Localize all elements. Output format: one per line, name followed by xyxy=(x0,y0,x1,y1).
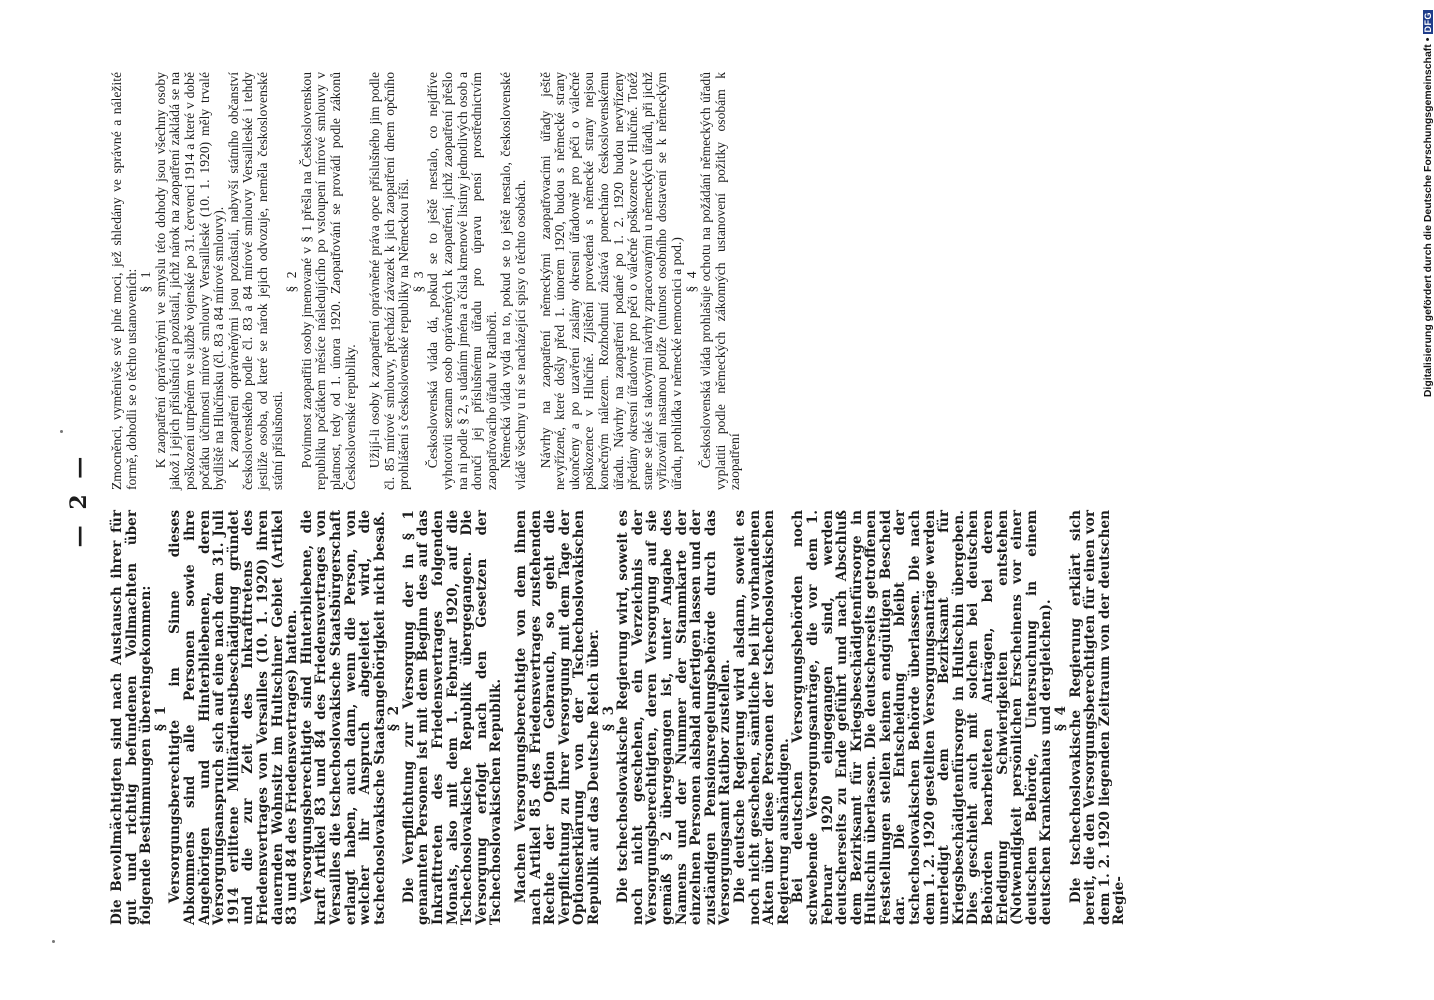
czech-section-1-title: § 1 xyxy=(138,269,154,293)
german-section-2-paragraph: Machen Versorgungsberechtigte von dem ihnen nach Artikel 85 des Friedensvertrages zustehenden Rechte der Option Gebrauch, so geht die Verpflichtung zu ihrer Versorgung mit dem Tage der Optionserklärung von der Tschechoslovakischen Republik auf das Deutsche Reich über. xyxy=(513,510,602,925)
german-section-1-paragraph: Versorgungsberechtigte im Sinne dieses Abkommens sind alle Personen sowie ihre Angehörigen und Hinterbliebenen, deren Versorgungsanspruch sich auf eine nach dem 31. Juli 1914 erlittene Militärdienstbeschädigung gründet und die zur Zeit des Inkrafttretens des Friedensvertrages von Versailles (10. 1. 1920) ihren dauernden Wohnsitz im Hultschiner Gebiet (Artikel 83 und 84 des Friedensvertrages) hatten. xyxy=(167,510,301,925)
czech-section-4-paragraph: Československá vláda prohlašuje ochotu na požádání německých úřadů vyplatiti podle německých zákonných ustanovení požitky osobám k zaopatření xyxy=(698,72,743,490)
czech-section-3-paragraph: Návrhy na zaopatření německými zaopatřovacími úřady ještě nevyřízené, které došly před 1. únorem 1920, budou s německé strany ukončeny a po uzavření zaslány okresní úřadovně pro péči o válečné poškozence v Hlučíně. Zjištění provedená s německé strany nejsou konečným nálezem. Rozhodnutí zůstává ponecháno československému úřadu. Návrhy na zaopatření podané po 1. 2. 1920 budou nevyřízeny předány okresní úřadovně pro péči o válečné poškozence v Hlučíně. Totéž stane se také s takovými návrhy zpracovanými u německých úřadů, při jichž vyřizování nastanou potíže (nutnost osobního dostavení se k německým úřadu, prohlídka v německé nemocnici a pod.) xyxy=(537,72,684,490)
german-section-3-title: § 3 xyxy=(600,703,617,732)
czech-section-2-title: § 2 xyxy=(284,269,300,293)
czech-intro: Zmocněnci, vyměnivše své plné moci, jež shledány ve správné a náležité formě, dohodli se o těchto ustanoveních: xyxy=(109,72,139,490)
german-column xyxy=(110,510,1127,925)
czech-section-1-paragraph: K zaopatření oprávněnými ve smyslu této dohody jsou všechny osoby jakož i jejich příslušníci a pozůstalí, jichž nárok na zaopatření zakládá se na poškození utrpěném ve službě vojenské po 31. červenci 1914 a které v době počátku účinnosti mírové smlouvy Versailleské (10. 1. 1920) měly trvalé bydliště na Hlučínsku (čl. 83 a 84 mírové smlouvy). xyxy=(152,72,227,490)
page-number-header: — 2 — xyxy=(66,452,92,548)
czech-section-3-paragraph: Československá vláda dá, pokud se to ještě nestalo, co nejdříve vyhotoviti seznam osob oprávněných k zaopatření, jichž zaopatření přešlo na ni podle § 2, s udáním jména a čísla kmenové listiny jednotlivých osob a doručí jej příslušnému úřadu pro úpravu pensí prostřednictvím zaopatřovacího úřadu v Ratiboři. xyxy=(425,72,499,490)
german-section-2-paragraph: Die Verpflichtung zur Versorgung der in § 1 genannten Personen ist mit dem Beginn des auf das Inkrafttreten des Friedensvertrages folgenden Monats, also mit dem 1. Februar 1920, auf die Tschechoslovakische Republik übergegangen. Die Versorgung erfolgt nach den Gesetzen der Tschechoslovakischen Republik. xyxy=(400,510,505,925)
german-section-3-paragraph: Die tschechoslovakische Regierung wird, soweit es noch nicht geschehen, ein Verzeichnis der Versorgungsberechtigten, deren Versorgung auf sie gemäß § 2 übergegangen ist, unter Angabe des Namens und der Nummer der Stammkarte der einzelnen Personen alsbald anfertigen lassen und der zuständigen Pensionsregelungsbehörde durch das Versorgungsamt Ratibor zustellen. xyxy=(615,510,734,925)
german-section-4-title: § 4 xyxy=(1053,703,1069,732)
czech-section-3-paragraph: Německá vláda vydá na to, pokud se to ještě nestalo, československé vládě všechny u ní se nacházející spisy o těchto osobách. xyxy=(498,72,529,490)
german-section-1-paragraph: Versorgungsberechtigte sind Hinterbliebene, die kraft Artikel 83 und 84 des Friedensvertrages von Versailles die tschechoslovakische Staatsbürgerschaft erlangt haben, auch dann, wenn die Person, von welcher ihr Anspruch abgeleitet wird, die tschechoslovakische Staatsangehörigkeit nicht besaß. xyxy=(298,510,388,925)
czech-section-4-title: § 4 xyxy=(683,269,699,293)
german-section-2-title: § 2 xyxy=(386,703,403,732)
czech-section-2-paragraph: Užijí-li osoby k zaopatření oprávněné práva opce příslušného jim podle čl. 85 mírové smlouvy, přechází závazek k jich zaopatření dnem opčního prohlášení s československé republiky na Německou říši. xyxy=(367,72,412,490)
scan-speck xyxy=(52,940,55,943)
czech-section-2-paragraph: Povinnost zaopatřiti osoby jmenované v § 1 přešla na Československou republiku počátkem měsíce následujícího po vstoupení mírové smlouvy v platnost, tedy od 1. února 1920. Zaopatřování se provádí podle zákonů Československé republiky. xyxy=(298,72,358,490)
german-intro: Die Bevollmächtigten sind nach Austausch ihrer für gut und richtig befundenen Vollmachten über folgende Bestimmungen übereingekommen: xyxy=(109,510,155,925)
czech-column xyxy=(110,72,743,490)
watermark-text: Digitalisierung gefördert durch die Deutsche Forschungsgemeinschaft xyxy=(1422,44,1434,398)
scan-speck xyxy=(60,430,63,433)
dfg-logo: DFG xyxy=(1423,12,1433,33)
czech-section-3-title: § 3 xyxy=(410,269,426,293)
german-section-3-paragraph: Bei deutschen Versorgungsbehörden noch schwebende Versorgungsanträge, die vor dem 1. Februar 1920 eingegangen sind, werden deutscherseits zu Ende geführt und nach Abschluß dem Bezirksamt für Kriegsbeschädigtenfürsorge in Hultschin überlassen. Die deutscherseits getroffenen Feststellungen stellen keinen endgültigen Bescheid dar. Die Entscheidung bleibt der tschechoslovakischen Behörde überlassen. Die nach dem 1. 2. 1920 gestellten Versorgungsanträge werden unerledigt dem Bezirksamt für Kriegsbeschädigtenfürsorge in Hultschin übergeben. Dies geschieht auch mit solchen bei deutschen Behörden bearbeiteten Anträgen, bei deren Erledigung Schwierigkeiten entstehen (Notwendigkeit persönlichen Erscheinens vor einer deutschen Behörde, Untersuchung in einem deutschen Krankenhaus und dergleichen). xyxy=(790,510,1055,925)
german-section-1-title: § 1 xyxy=(152,703,169,732)
czech-section-1-paragraph: K zaopatření oprávněnými jsou pozůstalí, nabyvší státního občanství československého podle čl. 83 a 84 mírové smlouvy Versailleské i tehdy jestliže osoba, od které se nárok jejich odvozuje, neměla československé státní příslušnosti. xyxy=(225,72,285,490)
digitization-watermark: Digitalisierung gefördert durch die Deutsche Forschungsgemeinschaft • DFG xyxy=(1422,12,1434,398)
german-section-3-paragraph: Die deutsche Regierung wird alsdann, soweit es noch nicht geschehen, sämtliche bei ihr vorhandenen Akten über diese Personen der tschechoslovakischen Regierung aushändigen. xyxy=(731,510,792,925)
german-section-4-paragraph: Die tschechoslovakische Regierung erklärt sich bereit, die den Versorgungsberechtigten für einen vor dem 1. 2. 1920 liegenden Zeitraum von der deutschen Regie- xyxy=(1067,510,1128,925)
